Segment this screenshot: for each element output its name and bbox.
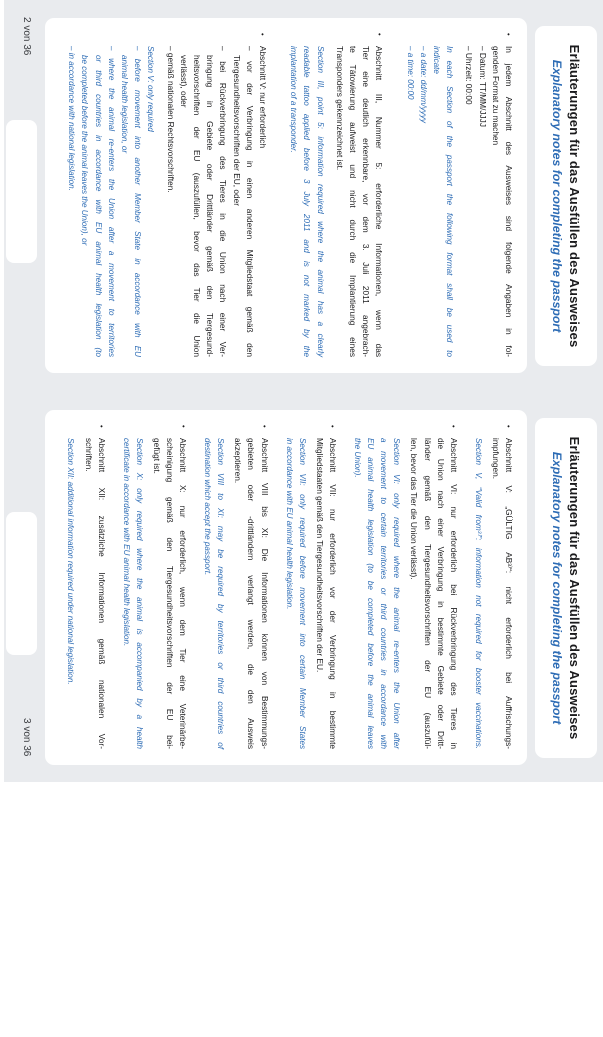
text-line: bringung in Gebiete oder Drittländer gemäß den Tiergesund- (205, 55, 216, 357)
text-line: genden Format zu machen (490, 46, 501, 146)
german-text (489, 438, 515, 749)
english-translation-text (201, 438, 227, 749)
bullet-icon: • (97, 425, 107, 428)
note-item (351, 425, 460, 749)
text-line: Abschnitt VI: nur erforderlich bei Rückverbringung des Tieres in (448, 438, 459, 749)
text-line: Abschnitt V: „GÜLTIG AB³⁾“: nicht erforderlich bei Auffrischungs- (504, 438, 514, 749)
note-item (201, 425, 270, 749)
note-item (64, 425, 107, 749)
text-line: Tiergesundheitsvorschriften der EU, oder (231, 55, 242, 206)
text-line: indicate (431, 46, 441, 74)
text-line: Tier eine deutlich erkennbare, vor dem 3. Juli 2011 angebrach- (361, 46, 372, 357)
bullet-icon: • (178, 425, 188, 428)
bullet-icon: • (504, 425, 514, 428)
text-line: – before movement into another Member State in accordance with EU (133, 46, 143, 357)
note-item (65, 33, 269, 357)
english-translation-text (65, 46, 157, 357)
text-line: schriften. (83, 438, 94, 472)
german-text (462, 46, 515, 357)
text-line: In jedem Abschnitt des Ausweises sind folgende Angaben in fol- (504, 46, 514, 357)
text-line: a movement to certain territories or third countries in accordance with (379, 438, 389, 749)
page-number: 2 von 36 (21, 17, 32, 56)
text-line: in accordance with EU animal health legislation. (284, 438, 294, 610)
text-line: Section VII: only required before movement into certain Member States (297, 438, 307, 749)
page-title-german: Erläuterungen für das Ausfüllen des Ausweises (567, 436, 582, 740)
note-item (472, 425, 515, 749)
text-line: the Union). (353, 438, 363, 478)
text-line: or third countries in accordance with EU animal health legislation (to (93, 55, 103, 357)
german-text (81, 438, 107, 749)
text-line: scheinigung gemäß den Tiergesundheitsvorschriften der EU bei- (165, 438, 176, 749)
text-line: be completed before the animal leaves the Union), or (80, 55, 90, 246)
passport-page-3 (4, 392, 603, 782)
bullet-icon: • (328, 425, 338, 428)
text-line: readable tattoo applied before 3 July 2011 and is not marked by the (302, 46, 312, 357)
german-text (313, 438, 339, 749)
text-line: certificate in accordance with EU animal health legislation. (121, 438, 131, 647)
footer-blank-box (6, 120, 37, 263)
text-line: te Tätowierung aufweist und nicht durch die Implantierung eines (347, 46, 358, 357)
note-item (120, 425, 189, 749)
page-title-english: Explanatory notes for completing the passport (550, 59, 564, 333)
footer-blank-box (6, 512, 37, 655)
text-line: Mitgliedstaaten gemäß den Tiergesundheitsvorschriften der EU. (314, 438, 325, 673)
bullet-icon: • (504, 33, 514, 36)
english-translation-text (472, 438, 485, 749)
text-line: die Union nach einer Verbringung in bestimmte Gebiete oder Dritt- (435, 438, 446, 749)
text-line: – a date: dd/mm/yyyy (418, 46, 428, 123)
text-line: – bei Rückverbringung des Tieres in die Union nach einer Ver- (218, 46, 229, 357)
page-title-box (535, 26, 597, 366)
note-item (283, 425, 339, 749)
text-line: akzeptieren. (233, 438, 244, 484)
text-line: Abschnitt VII: nur erforderlich vor der Verbringung in bestimmte (327, 438, 338, 749)
page-content-box (45, 18, 527, 373)
text-line: destination which accept the passport. (203, 438, 213, 576)
text-line: Section III, point 5: information required where the animal has a clearly (315, 46, 325, 357)
german-text (231, 438, 270, 749)
bullet-icon: • (258, 33, 268, 36)
text-line: Abschnitt X: nur erforderlich, wenn dem Tier eine Veterinärbe- (178, 438, 189, 749)
text-line: Section V: only required (146, 46, 156, 132)
bullet-icon: • (374, 33, 384, 36)
page-title-box (535, 418, 597, 758)
text-line: Section X: only required where the animal is accompanied by a health (134, 438, 144, 749)
text-line: Section XII: additional information required under national legislation. (66, 438, 76, 685)
note-item (403, 33, 515, 357)
english-translation-text (351, 438, 403, 749)
text-line: In each Section of the passport the following format shall be used to (445, 46, 455, 357)
text-line: verlässt), oder (178, 55, 189, 108)
german-text (150, 438, 189, 749)
text-line: heitsvorschriften der EU (auszufüllen, bevor das Tier die Union (191, 55, 202, 357)
text-line: animal health legislation, or (119, 55, 129, 154)
text-line: Section VIII to XI: may be required by territories or third countries of (216, 438, 226, 749)
text-line: – where the animal re-enters the Union after a movement to territories (106, 46, 116, 357)
english-translation-text (283, 438, 309, 749)
text-line: gefügt ist. (151, 438, 162, 474)
text-line: Abschnitt VIII bis XI: Die Informationen können von Bestimmungs- (259, 438, 270, 749)
text-line: – Datum: TT/MM/JJJJ (477, 46, 488, 127)
german-text (407, 438, 459, 749)
passport-page-2 (4, 0, 603, 392)
english-translation-text (403, 46, 456, 357)
text-line: – gemäß nationalen Rechtsvorschriften. (165, 46, 176, 193)
text-line: länder gemäß den Tiergesundheitsvorschriften der EU (auszufül- (422, 438, 433, 749)
text-line: – vor der Verbringung in einen anderen Mitgliedstaat gemäß den (244, 46, 255, 357)
page-title-german: Erläuterungen für das Ausfüllen des Ausweises (567, 44, 582, 348)
english-translation-text (287, 46, 327, 357)
german-text (163, 46, 269, 357)
text-line: Abschnitt XII: zusätzliche Informationen gemäß nationalen Vor- (96, 438, 107, 749)
bullet-icon: • (260, 425, 270, 428)
note-item (287, 33, 385, 357)
german-text (333, 46, 386, 357)
text-line: – in accordance with national legislation. (67, 46, 77, 191)
page-content-box (45, 410, 527, 765)
text-line: – Uhrzeit: 00:00 (464, 46, 475, 105)
text-line: gebieten oder -drittländern verlangt werden, die den Ausweis (246, 438, 257, 749)
text-line: impfungen. (490, 438, 501, 480)
english-translation-text (64, 438, 77, 749)
text-line: Abschnitt V: nur erforderlich (257, 46, 268, 149)
english-translation-text (120, 438, 146, 749)
text-line: – a time: 00:00 (405, 46, 415, 100)
text-line: Abschnitt III, Nummer 5: erforderliche Informationen, wenn das (374, 46, 385, 357)
text-line: Transponders gekennzeichnet ist. (334, 46, 345, 171)
page-title-english: Explanatory notes for completing the passport (550, 451, 564, 725)
page-number: 3 von 36 (21, 718, 32, 757)
bullet-icon: • (449, 425, 459, 428)
text-line: len, bevor das Tier die Union verlässt). (409, 438, 420, 580)
text-line: implantation of a transponder. (289, 46, 299, 153)
text-line: Section V, “Valid from³⁾”: information not required for booster vaccinations. (473, 438, 483, 749)
text-line: EU animal health legislation (to be completed before the animal leaves (366, 438, 376, 749)
text-line: Section VI: only required where the animal re-enters the Union after (392, 438, 402, 749)
